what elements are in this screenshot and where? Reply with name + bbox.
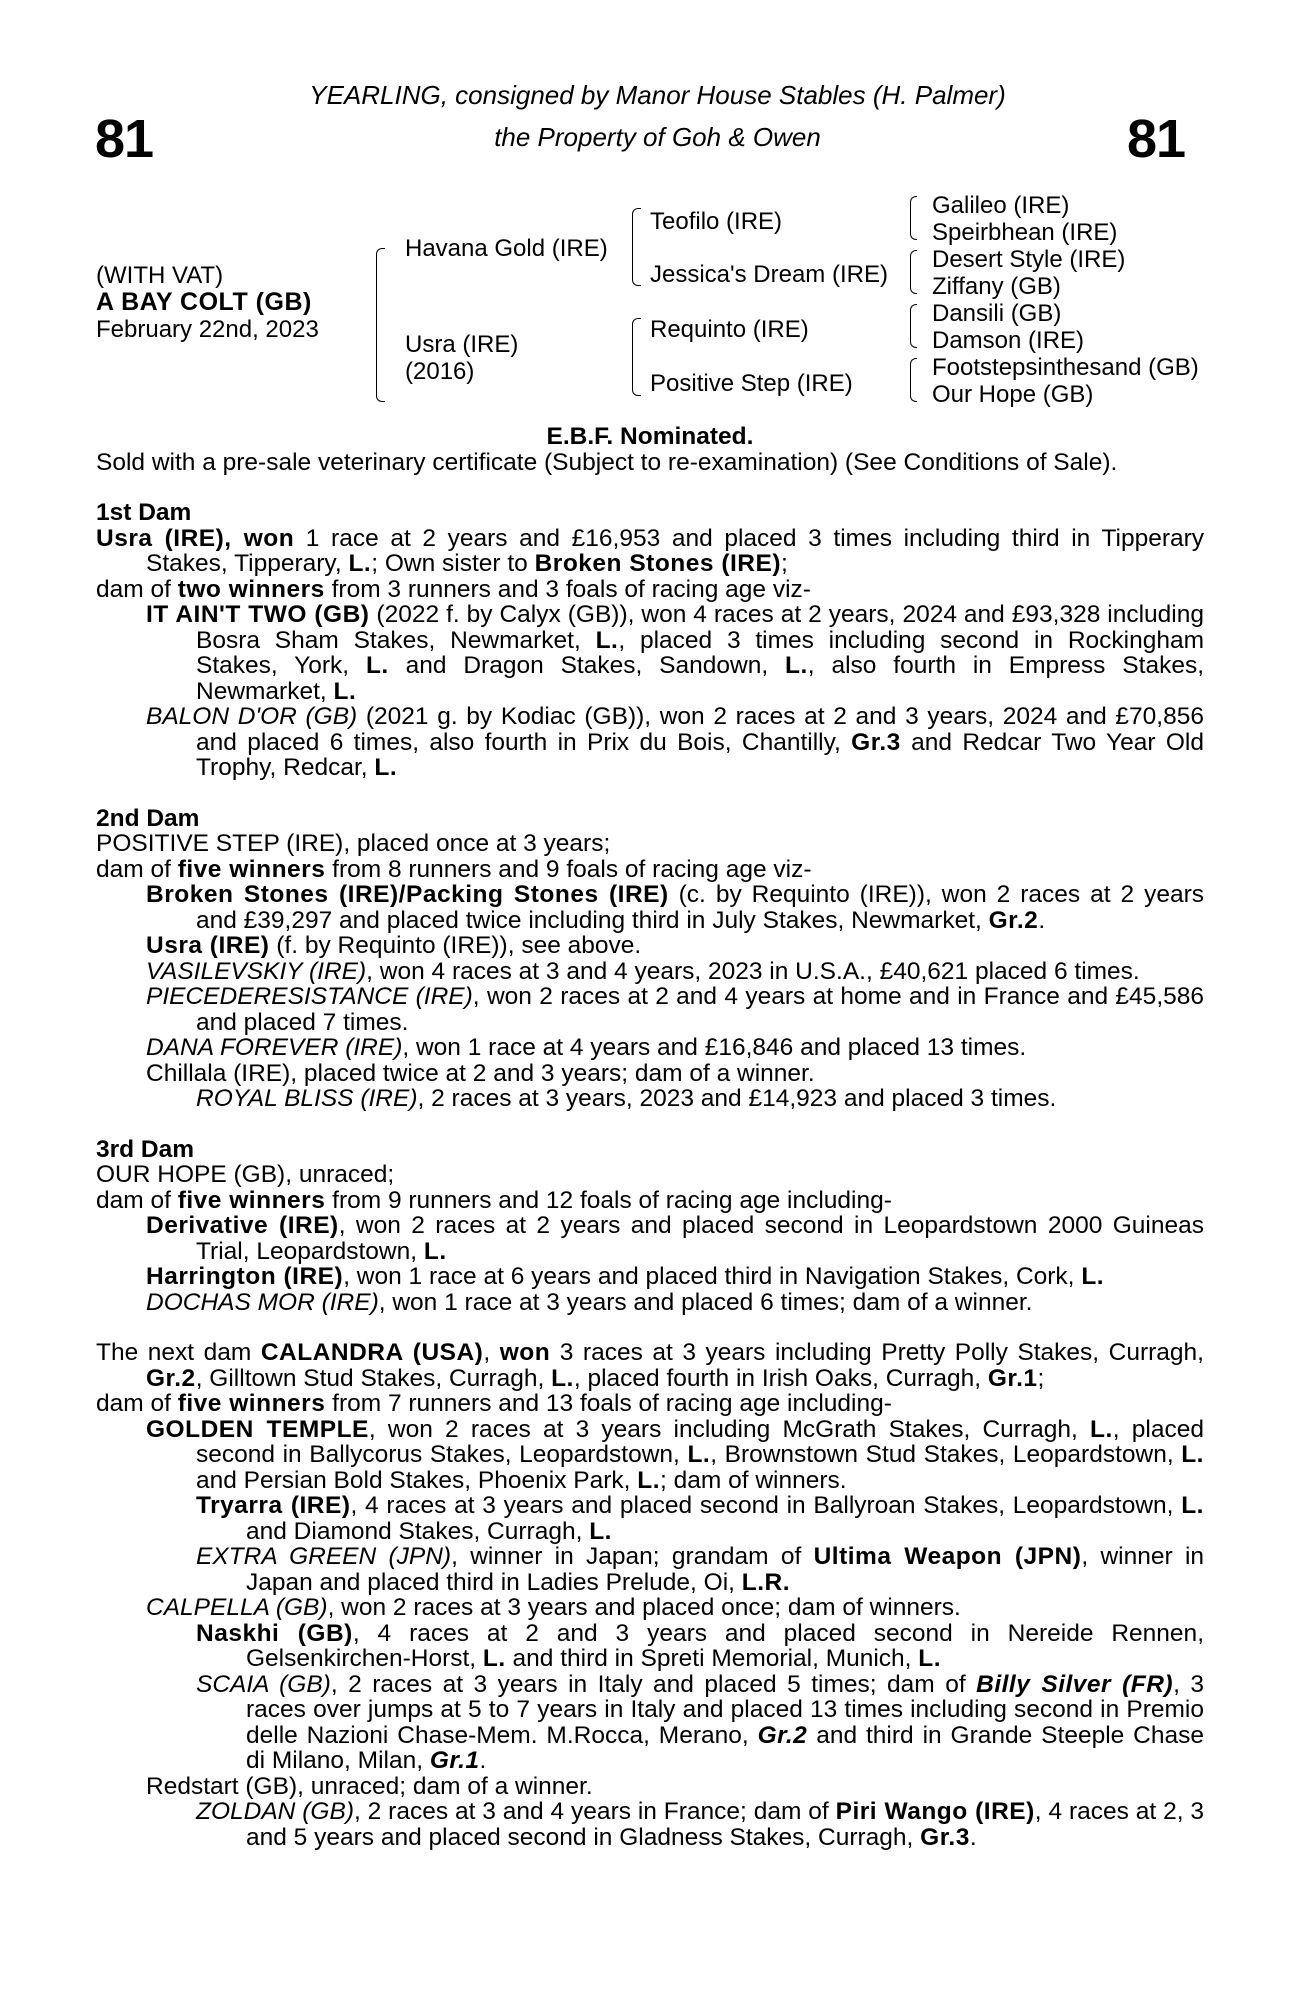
next-dam-foal-2: CALPELLA (GB), won 2 races at 3 years and placed once; dam of winners. [146, 1594, 961, 1621]
granddam-8: Our Hope (GB) [932, 381, 1094, 408]
second-dam-foal-5: DANA FOREVER (IRE), won 1 race at 4 years and £16,846 and placed 13 times. [146, 1034, 1027, 1061]
vet-certificate-note: Sold with a pre-sale veterinary certificate (Subject to re-examination) (See Conditions of Sale). [96, 448, 1118, 476]
third-dam-record: OUR HOPE (GB), unraced; [96, 1161, 395, 1188]
brace-main [376, 248, 385, 402]
granddam-4: Ziffany (GB) [932, 273, 1061, 300]
third-dam-foal-3: DOCHAS MOR (IRE), won 1 race at 3 years and placed 6 times; dam of a winner. [146, 1288, 1033, 1316]
second-dam-foal-1: Broken Stones (IRE)/Packing Stones (IRE) (c. by Requinto (IRE)), won 2 races at 2 years and £39,297 and placed twice including third in July Stakes, Newmarket, Gr.2. [146, 881, 1204, 934]
third-dam-foal-1: Derivative (IRE), won 2 races at 2 years and placed second in Leopardstown 2000 Guineas Trial, Leopardstown, L. [146, 1212, 1204, 1265]
second-dam-foal-2: Usra (IRE) (f. by Requinto (IRE)), see above. [146, 932, 642, 959]
third-dam-foal-2: Harrington (IRE), won 1 race at 6 years and placed third in Navigation Stakes, Cork, L. [146, 1263, 1105, 1290]
first-dam-record: Usra (IRE), won 1 race at 2 years and £16,953 and placed 3 times including third in Tipperary Stakes, Tipperary, L.; Own sister to Broken Stones (IRE); [96, 524, 1205, 577]
first-dam-foal-1: IT AIN'T TWO (GB) (2022 f. by Calyx (GB)), won 4 races at 2 years, 2024 and £93,328 including Bosra Sham Stakes, Newmarket, L., placed 3 times including second in Rockingham Stakes, York, L. and Dragon Stakes, Sandown, L., also fourth in Empress Stakes, Newmarket, L. [146, 601, 1205, 705]
grandsire-1: Galileo (IRE) [932, 192, 1070, 219]
third-dam-heading: 3rd Dam [96, 1135, 195, 1163]
next-dam-grandfoal-5: ZOLDAN (GB), 2 races at 3 and 4 years in France; dam of Piri Wango (IRE), 4 races at 2, 3 and 5 years and placed second in Gladness Stakes, Curragh, Gr.3. [196, 1798, 1205, 1851]
brace-dam [632, 318, 641, 396]
property-line: the Property of Goh & Owen [494, 122, 821, 152]
second-dam-record: POSITIVE STEP (IRE), placed once at 3 years; [96, 830, 611, 857]
brace-g78 [910, 358, 917, 402]
next-dam-grandfoal-3: Naskhi (GB), 4 races at 2 and 3 years and placed second in Nereide Rennen, Gelsenkirchen-Horst, L. and third in Spreti Memorial, Munich, L. [196, 1619, 1204, 1672]
third-dam-produce: dam of five winners from 9 runners and 12 foals of racing age including- [96, 1186, 892, 1214]
next-dam-foal-1: GOLDEN TEMPLE, won 2 races at 3 years including McGrath Stakes, Curragh, L., placed second in Ballycorus Stakes, Leopardstown, L., Brownstown Stud Stakes, Leopardstown, L. and Persian Bold Stakes, Phoenix Park, L.; dam of winners. [146, 1415, 1204, 1494]
next-dam-produce: dam of five winners from 7 runners and 13 foals of racing age including- [96, 1390, 892, 1417]
foaling-date: February 22nd, 2023 [96, 316, 319, 343]
grandsire-7: Footstepsinthesand (GB) [932, 354, 1199, 381]
second-dam-grandfoal-1: ROYAL BLISS (IRE), 2 races at 3 years, 2023 and £14,923 and placed 3 times. [196, 1085, 1057, 1112]
next-dam-grandfoal-4: SCAIA (GB), 2 races at 3 years in Italy and placed 5 times; dam of Billy Silver (FR), 3 races over jumps at 5 to 7 years in Italy and placed 13 times including second in Premio delle Nazioni Chase-Mem. M.Rocca, Merano, Gr.2 and third in Grande Steeple Chase di Milano, Milan, Gr.1. [196, 1670, 1204, 1774]
brace-sire [632, 208, 641, 286]
first-dam-produce: dam of two winners from 3 runners and 3 foals of racing age viz- [96, 575, 811, 603]
sire-dam: Jessica's Dream (IRE) [650, 261, 888, 288]
vat-note: (WITH VAT) [96, 262, 224, 289]
next-dam-grandfoal-1: Tryarra (IRE), 4 races at 3 years and placed second in Ballyroan Stakes, Leopardstown, L. and Diamond Stakes, Curragh, L. [196, 1492, 1204, 1545]
first-dam-heading: 1st Dam [96, 499, 192, 526]
ebf-nomination: E.B.F. Nominated. [546, 423, 754, 450]
brace-g56 [910, 304, 917, 348]
granddam-2: Speirbhean (IRE) [932, 219, 1118, 246]
dam-year: (2016) [405, 358, 475, 385]
sire-sire: Teofilo (IRE) [650, 208, 783, 235]
consignor-line: YEARLING, consigned by Manor House Stables (H. Palmer) [309, 80, 1006, 110]
brace-g12 [910, 196, 917, 240]
catalogue-body [96, 424, 1204, 1850]
second-dam-foal-3: VASILEVSKIY (IRE), won 4 races at 3 and 4 years, 2023 in U.S.A., £40,621 placed 6 times. [146, 957, 1140, 985]
second-dam-produce: dam of five winners from 8 runners and 9 foals of racing age viz- [96, 855, 812, 883]
sire: Havana Gold (IRE) [405, 235, 608, 262]
second-dam-heading: 2nd Dam [96, 804, 200, 832]
granddam-6: Damson (IRE) [932, 327, 1085, 354]
next-dam-grandfoal-2: EXTRA GREEN (JPN), winner in Japan; grandam of Ultima Weapon (JPN), winner in Japan and placed third in Ladies Prelude, Oi, L.R. [196, 1543, 1205, 1596]
dam-sire: Requinto (IRE) [650, 316, 809, 343]
next-dam-foal-3: Redstart (GB), unraced; dam of a winner. [146, 1772, 593, 1800]
lot-subject-name: A BAY COLT (GB) [96, 288, 312, 316]
dam-dam: Positive Step (IRE) [650, 370, 853, 397]
grandsire-5: Dansili (GB) [932, 300, 1062, 327]
second-dam-foal-6: Chillala (IRE), placed twice at 2 and 3 years; dam of a winner. [146, 1059, 815, 1087]
lot-number-left: 81 [95, 109, 154, 169]
next-dam-record: The next dam CALANDRA (USA), won 3 races at 3 years including Pretty Polly Stakes, Curragh, Gr.2, Gilltown Stud Stakes, Curragh, L., placed fourth in Irish Oaks, Curragh, Gr.1; [96, 1339, 1204, 1392]
second-dam-foal-4: PIECEDERESISTANCE (IRE), won 2 races at 2 and 4 years at home and in France and £45,586 and placed 7 times. [146, 983, 1204, 1036]
brace-g34 [910, 250, 917, 294]
first-dam-foal-2: BALON D'OR (GB) (2021 g. by Kodiac (GB)), won 2 races at 2 and 3 years, 2024 and £70,856 and placed 6 times, also fourth in Prix du Bois, Chantilly, Gr.3 and Redcar Two Year Old Trophy, Redcar, L. [146, 703, 1204, 781]
dam: Usra (IRE) [405, 331, 519, 358]
grandsire-3: Desert Style (IRE) [932, 246, 1126, 273]
lot-number-right: 81 [1127, 109, 1186, 169]
